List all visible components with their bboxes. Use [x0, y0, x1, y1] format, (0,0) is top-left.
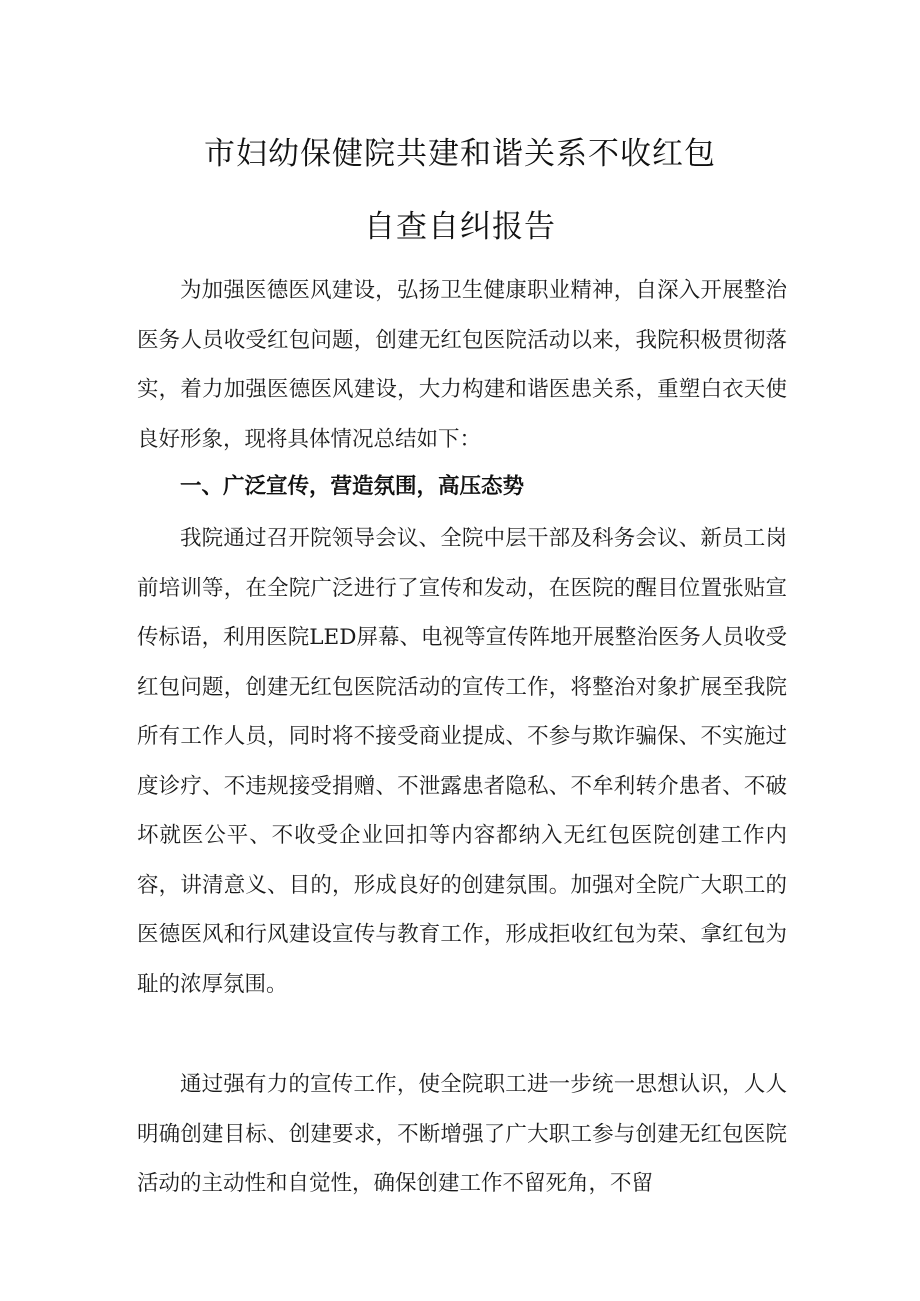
- section-1-paragraph-1: 我院通过召开院领导会议、全院中层干部及科务会议、新员工岗前培训等，在全院广泛进行了宣传和发动，在医院的醒目位置张贴宣传标语，利用医院LED屏幕、电视等宣传阵地开展整治医务人员收受红包问题，创建无红包医院活动的宣传工作，将整治对象扩展至我院所有工作人员，同时将不接受商业提成、不参与欺诈骗保、不实施过度诊疗、不违规接受捐赠、不泄露患者隐私、不牟利转介患者、不破坏就医公平、不收受企业回扣等内容都纳入无红包医院创建工作内容，讲清意义、目的，形成良好的创建氛围。加强对全院广大职工的医德医风和行风建设宣传与教育工作，形成拒收红包为荣、拿红包为耻的浓厚氛围。: [137, 526, 787, 997]
- section-1-heading: 一、广泛宣传，营造氛围，高压态势: [180, 474, 525, 499]
- intro-paragraph: 为加强医德医风建设，弘扬卫生健康职业精神，自深入开展整治医务人员收受红包问题，创建无红包医院活动以来，我院积极贯彻落实，着力加强医德医风建设，大力构建和谐医患关系，重塑白衣天使良好形象，现将具体情况总结如下：: [137, 278, 787, 452]
- section-1-paragraph-2: 通过强有力的宣传工作，使全院职工进一步统一思想认识，人人明确创建目标、创建要求，不断增强了广大职工参与创建无红包医院活动的主动性和自觉性，确保创建工作不留死角，不留: [137, 1072, 787, 1196]
- document-title-line-1: 市妇幼保健院共建和谐关系不收红包: [204, 136, 716, 172]
- document-title-line-2: 自查自纠报告: [364, 209, 556, 245]
